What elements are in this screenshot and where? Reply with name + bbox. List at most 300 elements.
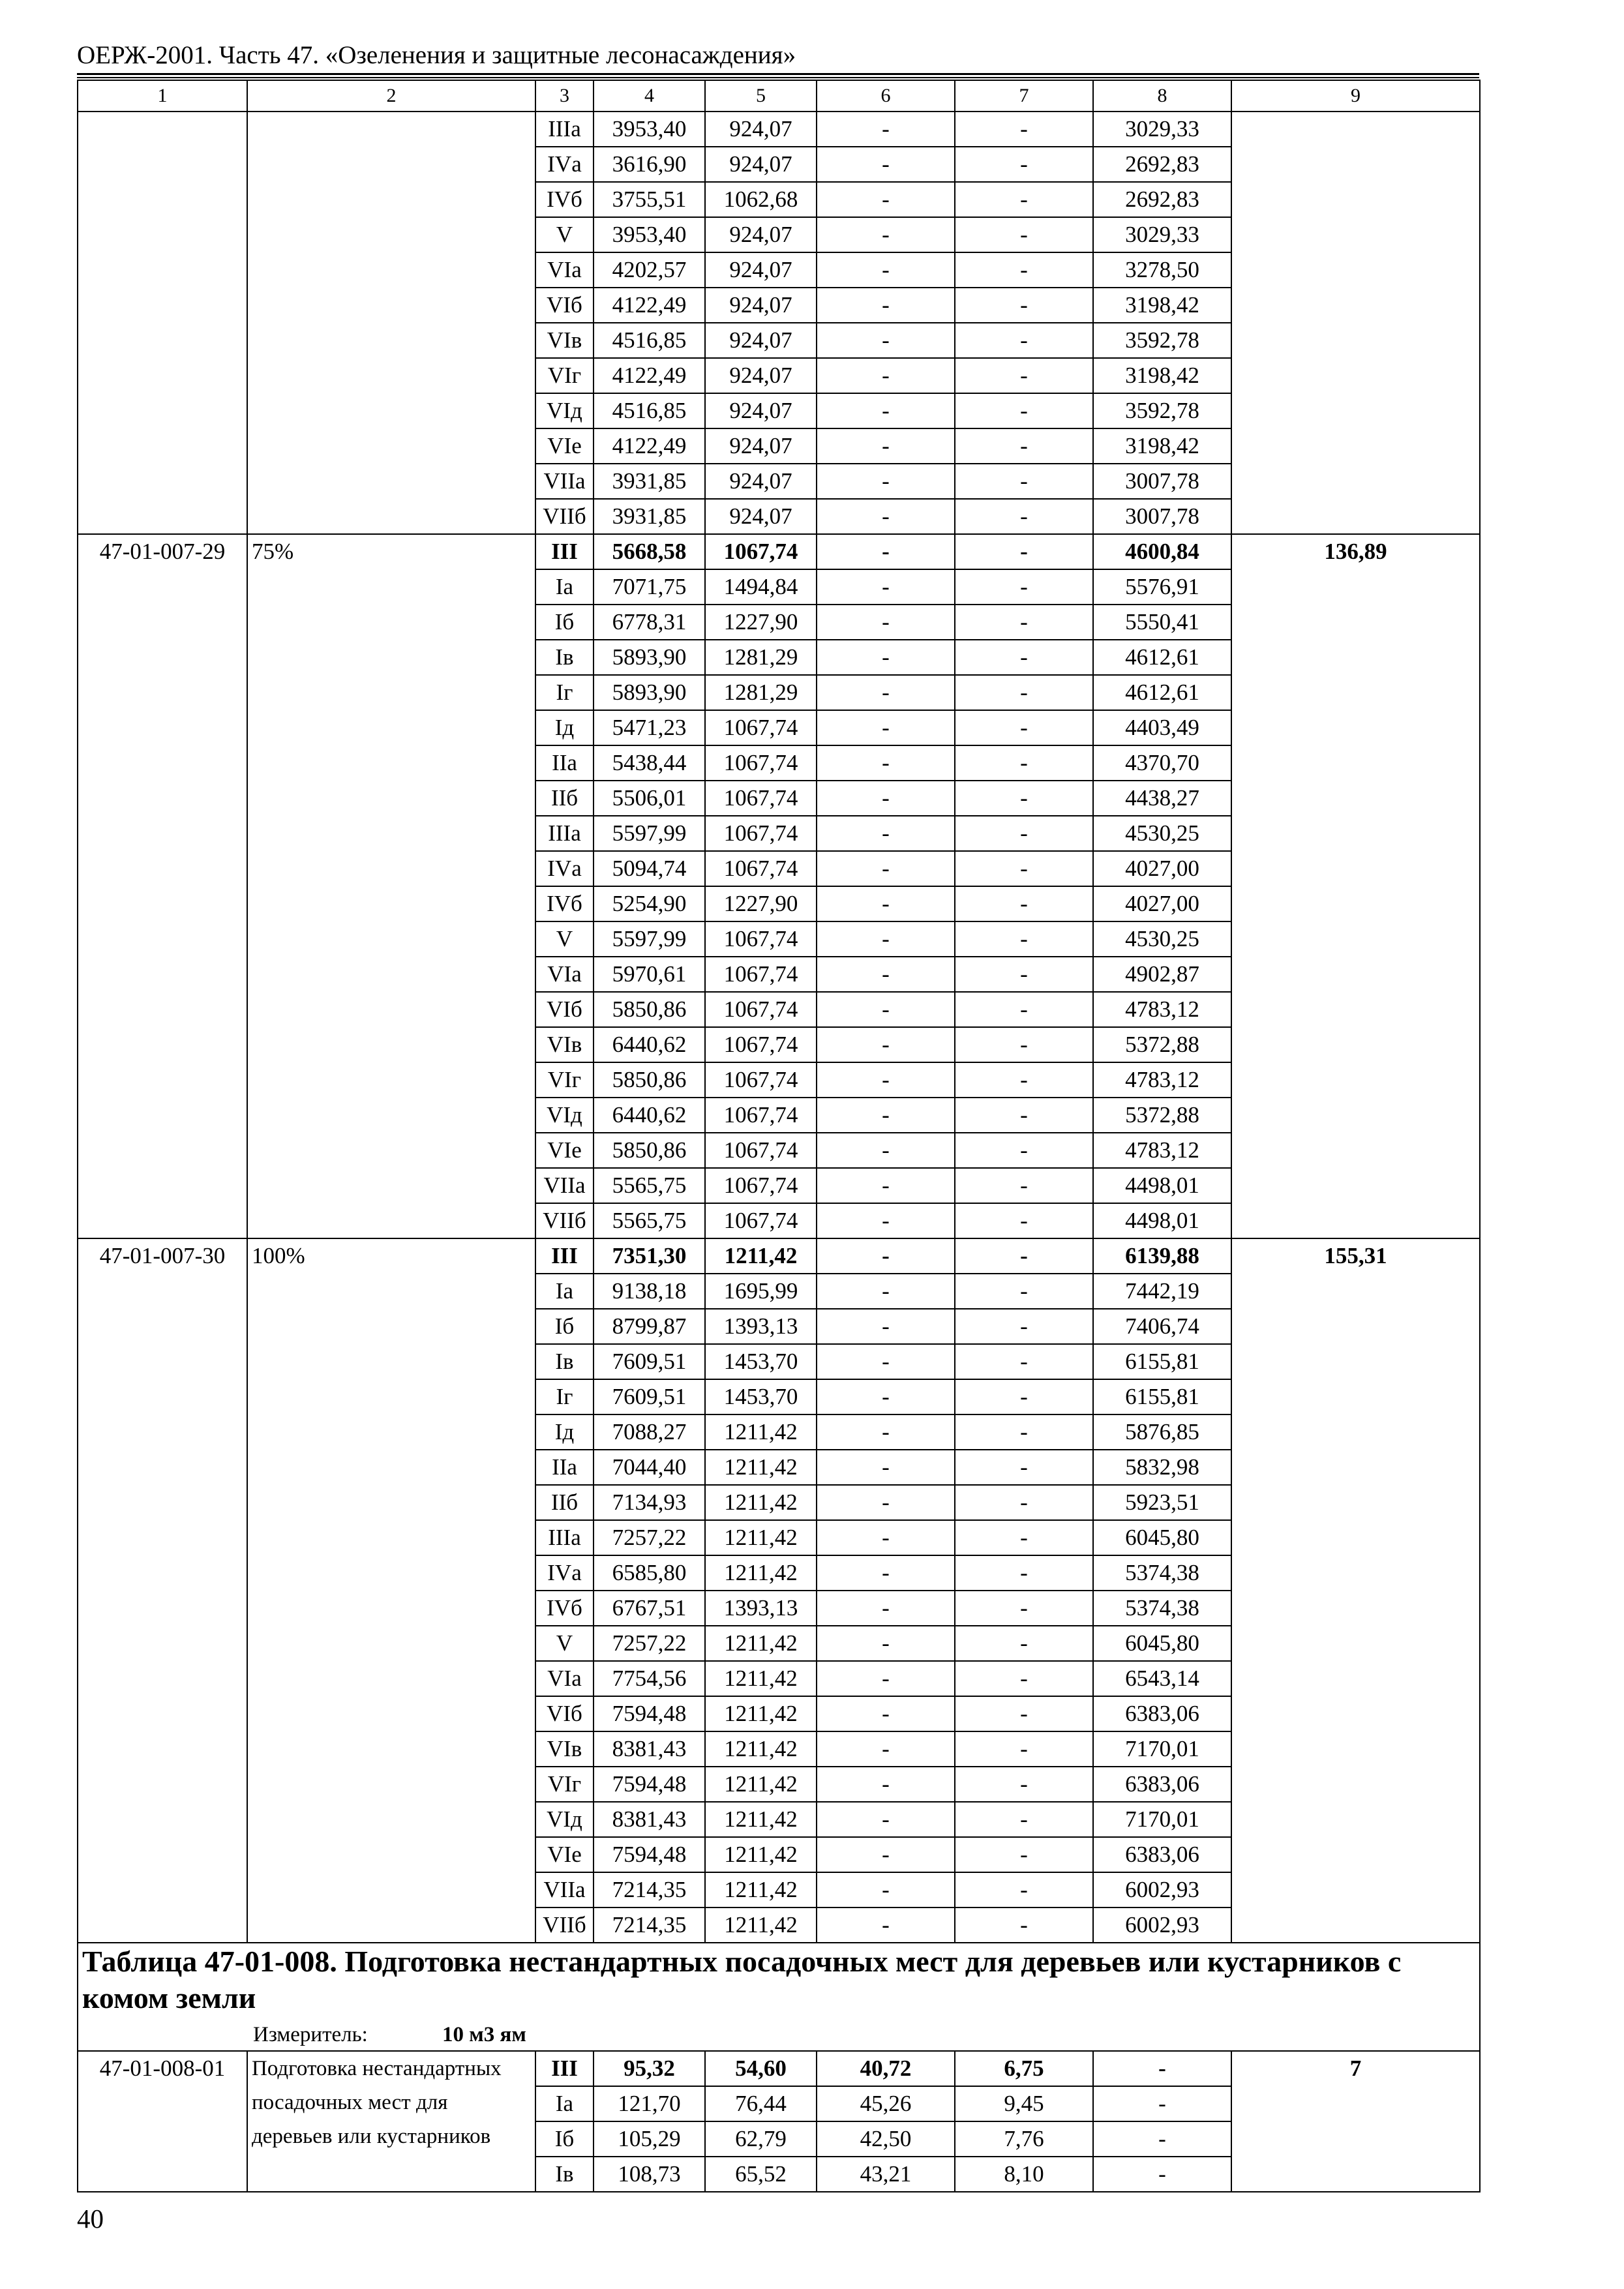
- table-cell: -: [955, 1168, 1093, 1203]
- table-row: [78, 1238, 1480, 1274]
- table-cell: IIIа: [535, 816, 594, 851]
- table-cell: 6440,62: [594, 1027, 705, 1062]
- table-cell: 76,44: [705, 2086, 817, 2121]
- table-cell: -: [955, 393, 1093, 428]
- table-cell: 6002,93: [1093, 1872, 1231, 1908]
- column-number: 3: [535, 80, 594, 112]
- table-cell: 3029,33: [1093, 217, 1231, 252]
- percent-label: 100%: [247, 1238, 535, 1943]
- table-cell: 924,07: [705, 252, 817, 288]
- table-cell: -: [955, 851, 1093, 886]
- table-cell: -: [955, 569, 1093, 605]
- table-cell: 3007,78: [1093, 464, 1231, 499]
- table-cell: -: [817, 1062, 955, 1098]
- table-cell: 1062,68: [705, 182, 817, 217]
- column-number: 7: [955, 80, 1093, 112]
- table-cell: Iв: [535, 640, 594, 675]
- table-cell: -: [955, 217, 1093, 252]
- table-cell: 3953,40: [594, 217, 705, 252]
- table-cell: 6155,81: [1093, 1344, 1231, 1379]
- table-cell: -: [955, 1555, 1093, 1591]
- table-cell: -: [955, 1908, 1093, 1943]
- table-cell: IVб: [535, 182, 594, 217]
- table-cell: VIг: [535, 358, 594, 393]
- table-cell: 5923,51: [1093, 1485, 1231, 1520]
- table-cell: 5506,01: [594, 781, 705, 816]
- table-cell: 2692,83: [1093, 182, 1231, 217]
- measure-line: [82, 2016, 1475, 2050]
- table-cell: 7594,48: [594, 1837, 705, 1872]
- table-cell: -: [955, 886, 1093, 921]
- table-cell: 4202,57: [594, 252, 705, 288]
- table-cell: 1393,13: [705, 1309, 817, 1344]
- table-cell: 7,76: [955, 2121, 1093, 2157]
- table-cell: -: [817, 816, 955, 851]
- table-cell: 5597,99: [594, 921, 705, 957]
- table-cell: 1067,74: [705, 1203, 817, 1238]
- measure-value: 10 м3 ям: [442, 2023, 526, 2046]
- table-cell: -: [817, 675, 955, 710]
- table-title-cell: [78, 1943, 1480, 2051]
- table-cell: -: [955, 112, 1093, 147]
- table-cell: 6383,06: [1093, 1837, 1231, 1872]
- table-cell: 3198,42: [1093, 288, 1231, 323]
- table-cell: 1211,42: [705, 1555, 817, 1591]
- table-cell: -: [817, 1168, 955, 1203]
- table-cell: 7134,93: [594, 1485, 705, 1520]
- table-cell: -: [955, 745, 1093, 781]
- table-cell: -: [955, 1696, 1093, 1731]
- table-cell: -: [817, 1591, 955, 1626]
- table-cell: 5374,38: [1093, 1591, 1231, 1626]
- table-cell: 3592,78: [1093, 393, 1231, 428]
- table-cell: -: [955, 1767, 1093, 1802]
- table-cell: -: [817, 1661, 955, 1696]
- table-cell: 9138,18: [594, 1274, 705, 1309]
- table-cell: 1227,90: [705, 886, 817, 921]
- table-cell: VIг: [535, 1767, 594, 1802]
- table-cell: 4783,12: [1093, 1062, 1231, 1098]
- table-cell: -: [955, 675, 1093, 710]
- table-cell: -: [817, 1414, 955, 1450]
- table-cell: -: [955, 358, 1093, 393]
- table-cell: 105,29: [594, 2121, 705, 2157]
- table-cell: 6139,88: [1093, 1238, 1231, 1274]
- table-cell: 1211,42: [705, 1238, 817, 1274]
- table-cell: 5893,90: [594, 640, 705, 675]
- table-cell: 4438,27: [1093, 781, 1231, 816]
- table-cell: 1281,29: [705, 640, 817, 675]
- table-cell: IIIа: [535, 112, 594, 147]
- table-cell: 5550,41: [1093, 605, 1231, 640]
- table-cell: 4902,87: [1093, 957, 1231, 992]
- table-cell: -: [817, 1027, 955, 1062]
- table-cell: -: [817, 1731, 955, 1767]
- table-cell: 1211,42: [705, 1908, 817, 1943]
- table-cell: -: [817, 1133, 955, 1168]
- table-cell: -: [955, 710, 1093, 745]
- column-number: 8: [1093, 80, 1231, 112]
- table-cell: V: [535, 921, 594, 957]
- table-cell: VIе: [535, 428, 594, 464]
- table-cell: 1211,42: [705, 1802, 817, 1837]
- table-cell: -: [955, 816, 1093, 851]
- table-cell: IVа: [535, 1555, 594, 1591]
- table-cell: 7609,51: [594, 1379, 705, 1414]
- table-cell: VIIа: [535, 1168, 594, 1203]
- table-cell: VIа: [535, 1661, 594, 1696]
- table-cell: 4403,49: [1093, 710, 1231, 745]
- table-cell: -: [955, 1238, 1093, 1274]
- column-number: 4: [594, 80, 705, 112]
- table-cell: VIе: [535, 1837, 594, 1872]
- table-cell: -: [955, 252, 1093, 288]
- table-cell: -: [955, 1344, 1093, 1379]
- rate-code: 47-01-007-30: [78, 1238, 247, 1943]
- table-cell: -: [817, 534, 955, 569]
- table-cell: 43,21: [817, 2157, 955, 2192]
- percent-label: 75%: [247, 534, 535, 1238]
- table-cell: 3029,33: [1093, 112, 1231, 147]
- table-row: [78, 112, 1480, 147]
- table-cell: -: [955, 323, 1093, 358]
- table-cell: 1393,13: [705, 1591, 817, 1626]
- column-number-row: [78, 80, 1480, 112]
- table-cell: VIв: [535, 1027, 594, 1062]
- table-cell: -: [955, 1274, 1093, 1309]
- table-cell: IVб: [535, 1591, 594, 1626]
- table-cell: 6767,51: [594, 1591, 705, 1626]
- table-cell: 7257,22: [594, 1626, 705, 1661]
- table-cell: 5254,90: [594, 886, 705, 921]
- table-cell: Iг: [535, 1379, 594, 1414]
- column-number: 6: [817, 80, 955, 112]
- table-cell: 3616,90: [594, 147, 705, 182]
- table-cell: 1494,84: [705, 569, 817, 605]
- table-cell: 1067,74: [705, 1168, 817, 1203]
- table-cell: 1067,74: [705, 957, 817, 992]
- table-cell: -: [955, 1591, 1093, 1626]
- table-cell: -: [817, 1485, 955, 1520]
- table-cell: 5668,58: [594, 534, 705, 569]
- table-cell: -: [817, 1908, 955, 1943]
- table-cell: 65,52: [705, 2157, 817, 2192]
- column9-empty: [1231, 112, 1480, 534]
- table-cell: -: [817, 112, 955, 147]
- table-cell: V: [535, 217, 594, 252]
- table-title: Таблица 47-01-008. Подготовка нестандартных посадочных мест для деревьев или кустарников с комом земли: [82, 1945, 1402, 2014]
- table-cell: 5374,38: [1093, 1555, 1231, 1591]
- table-cell: 3592,78: [1093, 323, 1231, 358]
- table-cell: 4600,84: [1093, 534, 1231, 569]
- table-cell: -: [1093, 2051, 1231, 2086]
- table-cell: 7442,19: [1093, 1274, 1231, 1309]
- table-cell: III: [535, 1238, 594, 1274]
- table-cell: 3953,40: [594, 112, 705, 147]
- table-cell: -: [955, 428, 1093, 464]
- table-cell: Iд: [535, 1414, 594, 1450]
- table-cell: 7088,27: [594, 1414, 705, 1450]
- table-cell: -: [955, 957, 1093, 992]
- table-cell: 7594,48: [594, 1696, 705, 1731]
- table-cell: VIIа: [535, 464, 594, 499]
- table-cell: 1211,42: [705, 1767, 817, 1802]
- table-cell: 1281,29: [705, 675, 817, 710]
- table-cell: 7351,30: [594, 1238, 705, 1274]
- table-cell: 5471,23: [594, 710, 705, 745]
- table-cell: -: [955, 1450, 1093, 1485]
- table-cell: -: [817, 1802, 955, 1837]
- table-cell: 5094,74: [594, 851, 705, 886]
- table-cell: 1067,74: [705, 534, 817, 569]
- table-cell: -: [817, 710, 955, 745]
- table-cell: -: [955, 605, 1093, 640]
- measure-label: Измеритель:: [253, 2023, 368, 2046]
- table-cell: 1067,74: [705, 1027, 817, 1062]
- table-cell: 4498,01: [1093, 1203, 1231, 1238]
- table-cell: 8,10: [955, 2157, 1093, 2192]
- rate-code: 47-01-008-01: [78, 2051, 247, 2192]
- table-cell: -: [817, 1450, 955, 1485]
- table-cell: 1453,70: [705, 1379, 817, 1414]
- table-cell: 1227,90: [705, 605, 817, 640]
- table-cell: -: [817, 992, 955, 1027]
- table-cell: 1067,74: [705, 992, 817, 1027]
- table-cell: 1211,42: [705, 1837, 817, 1872]
- header-rule: [77, 77, 1479, 78]
- table-cell: VIIб: [535, 1203, 594, 1238]
- table-cell: Iв: [535, 2157, 594, 2192]
- table-cell: -: [817, 569, 955, 605]
- table-cell: V: [535, 1626, 594, 1661]
- table-cell: 3931,85: [594, 464, 705, 499]
- table-cell: -: [817, 605, 955, 640]
- table-cell: -: [817, 957, 955, 992]
- table-cell: 7594,48: [594, 1767, 705, 1802]
- table-cell: -: [817, 781, 955, 816]
- table-cell: -: [955, 1133, 1093, 1168]
- table-cell: 5597,99: [594, 816, 705, 851]
- table-cell: 1067,74: [705, 921, 817, 957]
- table-cell: 1211,42: [705, 1520, 817, 1555]
- table-cell: 1067,74: [705, 781, 817, 816]
- header-rule: [77, 73, 1479, 75]
- table-cell: -: [817, 1203, 955, 1238]
- table-cell: 924,07: [705, 217, 817, 252]
- table-cell: 7170,01: [1093, 1802, 1231, 1837]
- table-cell: -: [1093, 2121, 1231, 2157]
- table-cell: -: [817, 464, 955, 499]
- table-cell: 3198,42: [1093, 428, 1231, 464]
- table-cell: -: [955, 499, 1093, 534]
- table-cell: VIв: [535, 323, 594, 358]
- table-cell: 3278,50: [1093, 252, 1231, 288]
- table-cell: IVа: [535, 851, 594, 886]
- table-cell: -: [1093, 2157, 1231, 2192]
- table-cell: 3755,51: [594, 182, 705, 217]
- table-cell: -: [817, 1872, 955, 1908]
- column-number: 2: [247, 80, 535, 112]
- table-cell: -: [817, 851, 955, 886]
- table-cell: -: [955, 992, 1093, 1027]
- table-cell: VIд: [535, 1802, 594, 1837]
- table-cell: -: [955, 1062, 1093, 1098]
- table-cell: -: [817, 1626, 955, 1661]
- table-cell: 4027,00: [1093, 886, 1231, 921]
- table-cell: 924,07: [705, 499, 817, 534]
- table-cell: 8799,87: [594, 1309, 705, 1344]
- table-cell: -: [817, 358, 955, 393]
- table-cell: IIа: [535, 1450, 594, 1485]
- table-cell: 7214,35: [594, 1872, 705, 1908]
- table-cell: -: [955, 1414, 1093, 1450]
- table-cell: 5438,44: [594, 745, 705, 781]
- table-cell: 3931,85: [594, 499, 705, 534]
- table-title-row: [78, 1943, 1480, 2051]
- table-cell: -: [817, 1520, 955, 1555]
- table-cell: 4122,49: [594, 288, 705, 323]
- table-cell: 7754,56: [594, 1661, 705, 1696]
- table-cell: 4498,01: [1093, 1168, 1231, 1203]
- table-cell: 1067,74: [705, 1062, 817, 1098]
- rate-code: 47-01-007-29: [78, 534, 247, 1238]
- table-cell: -: [817, 1274, 955, 1309]
- table-cell: 5850,86: [594, 1062, 705, 1098]
- table-cell: 1211,42: [705, 1696, 817, 1731]
- table-cell: -: [1093, 2086, 1231, 2121]
- table-cell: 4122,49: [594, 428, 705, 464]
- table-cell: -: [817, 640, 955, 675]
- table-cell: -: [817, 217, 955, 252]
- table-cell: VIб: [535, 992, 594, 1027]
- table-cell: 1067,74: [705, 816, 817, 851]
- table-cell: 7071,75: [594, 569, 705, 605]
- table-cell: -: [817, 182, 955, 217]
- table-cell: -: [955, 534, 1093, 569]
- table-cell: 3198,42: [1093, 358, 1231, 393]
- table-cell: -: [817, 1837, 955, 1872]
- table-cell: 5893,90: [594, 675, 705, 710]
- table-cell: 6778,31: [594, 605, 705, 640]
- table-cell: -: [817, 428, 955, 464]
- table-cell: 6045,80: [1093, 1520, 1231, 1555]
- table-cell: -: [817, 252, 955, 288]
- table-cell: 6155,81: [1093, 1379, 1231, 1414]
- table-cell: -: [817, 745, 955, 781]
- table-cell: -: [817, 147, 955, 182]
- table-cell: -: [955, 1098, 1093, 1133]
- table-cell: VIе: [535, 1133, 594, 1168]
- table-cell: 7044,40: [594, 1450, 705, 1485]
- table-cell: Iб: [535, 1309, 594, 1344]
- table-cell: 6585,80: [594, 1555, 705, 1591]
- table-cell: 1211,42: [705, 1872, 817, 1908]
- table-cell: 8381,43: [594, 1802, 705, 1837]
- table-cell: 5372,88: [1093, 1027, 1231, 1062]
- table-cell: 5850,86: [594, 1133, 705, 1168]
- table-cell: VIа: [535, 252, 594, 288]
- table-cell: VIв: [535, 1731, 594, 1767]
- table-cell: 42,50: [817, 2121, 955, 2157]
- table-cell: -: [817, 288, 955, 323]
- table-cell: -: [955, 147, 1093, 182]
- table-cell: 924,07: [705, 147, 817, 182]
- table-cell: -: [955, 1626, 1093, 1661]
- column9-value: 136,89: [1231, 534, 1480, 1238]
- table-cell: 5832,98: [1093, 1450, 1231, 1485]
- table-cell: 5850,86: [594, 992, 705, 1027]
- table-cell: 121,70: [594, 2086, 705, 2121]
- table-cell: VIб: [535, 288, 594, 323]
- table-cell: VIд: [535, 1098, 594, 1133]
- table-cell: 54,60: [705, 2051, 817, 2086]
- table-cell: 3007,78: [1093, 499, 1231, 534]
- rate-code-empty: [78, 112, 247, 534]
- table-cell: 40,72: [817, 2051, 955, 2086]
- table-cell: -: [955, 1520, 1093, 1555]
- table-cell: IIб: [535, 1485, 594, 1520]
- table-cell: IVб: [535, 886, 594, 921]
- table-cell: 4783,12: [1093, 1133, 1231, 1168]
- table-cell: -: [955, 1203, 1093, 1238]
- table-cell: -: [817, 1767, 955, 1802]
- column-number: 1: [78, 80, 247, 112]
- table-cell: -: [955, 1309, 1093, 1344]
- table-cell: -: [817, 499, 955, 534]
- description-empty: [247, 112, 535, 534]
- table-cell: IIа: [535, 745, 594, 781]
- table-cell: 108,73: [594, 2157, 705, 2192]
- table-cell: 1453,70: [705, 1344, 817, 1379]
- table-cell: 4516,85: [594, 323, 705, 358]
- column-number: 5: [705, 80, 817, 112]
- table-cell: 5565,75: [594, 1168, 705, 1203]
- table-row: [78, 2051, 1480, 2086]
- table-cell: -: [817, 1238, 955, 1274]
- table-cell: 4530,25: [1093, 816, 1231, 851]
- page-number: 40: [77, 2204, 104, 2234]
- table-cell: VIд: [535, 393, 594, 428]
- table-cell: 924,07: [705, 358, 817, 393]
- table-cell: IIб: [535, 781, 594, 816]
- table-cell: 4027,00: [1093, 851, 1231, 886]
- table-cell: 7214,35: [594, 1908, 705, 1943]
- table-cell: Iб: [535, 605, 594, 640]
- table-cell: 6383,06: [1093, 1767, 1231, 1802]
- table-cell: 7257,22: [594, 1520, 705, 1555]
- table-cell: -: [817, 1696, 955, 1731]
- table-cell: 6383,06: [1093, 1696, 1231, 1731]
- table-cell: 1211,42: [705, 1731, 817, 1767]
- page-header-title: ОЕРЖ-2001. Часть 47. «Озеленения и защитные лесонасаждения»: [77, 41, 796, 69]
- table-cell: 1067,74: [705, 1133, 817, 1168]
- table-cell: 4516,85: [594, 393, 705, 428]
- table-cell: 4612,61: [1093, 640, 1231, 675]
- table-cell: -: [817, 323, 955, 358]
- table-cell: Iв: [535, 1344, 594, 1379]
- table-cell: 4612,61: [1093, 675, 1231, 710]
- column-number: 9: [1231, 80, 1480, 112]
- table-cell: 924,07: [705, 288, 817, 323]
- column9-value: 155,31: [1231, 1238, 1480, 1943]
- table-cell: -: [955, 1872, 1093, 1908]
- table-cell: 5565,75: [594, 1203, 705, 1238]
- table-cell: 7406,74: [1093, 1309, 1231, 1344]
- rate-description: Подготовка нестандартных посадочных мест для деревьев или кустарников: [247, 2051, 535, 2192]
- table-cell: 1695,99: [705, 1274, 817, 1309]
- table-cell: 1211,42: [705, 1450, 817, 1485]
- table-cell: -: [955, 1837, 1093, 1872]
